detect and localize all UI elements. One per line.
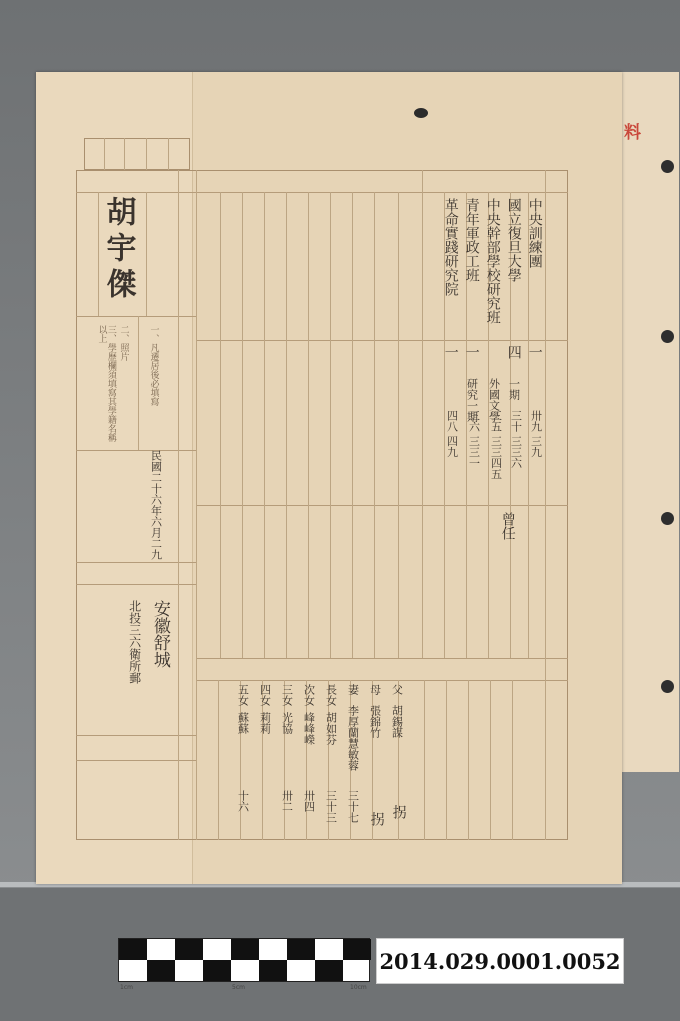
red-stamp-char: 料 [624, 123, 641, 143]
family-relation: 長女 [324, 684, 338, 706]
family-age: 十六 [236, 790, 250, 812]
list-item: 一、凡遷居後必填寫 [148, 325, 159, 406]
school-date: 四八 四九 [445, 410, 459, 458]
list-item: 三、學歷欄須填寫其學籍名稱以上 [96, 325, 116, 442]
family-name: 蘇蘇 [236, 712, 250, 734]
ink-blot [414, 108, 428, 118]
birthplace: 安徽舒城 [149, 600, 170, 668]
family-mark: 拐 [368, 812, 385, 826]
school-entry: 青年軍政工班 [463, 198, 480, 282]
school-entry: 國立復旦大學 [505, 198, 522, 282]
school-years: 一 [463, 345, 480, 359]
school-entry: 中央訓練團 [526, 198, 543, 268]
family-relation: 母 [368, 684, 382, 695]
punch-hole [661, 160, 674, 173]
punch-hole [661, 330, 674, 343]
family-name: 胡如芬 [324, 712, 338, 745]
school-years: 一 [526, 345, 543, 359]
family-mark: 拐 [390, 805, 407, 819]
school-date: 三六 三三一 [467, 410, 481, 469]
family-age: 卅四 [302, 790, 316, 812]
school-entry: 革命實踐研究院 [442, 198, 459, 296]
family-name: 胡錫謀 [390, 705, 404, 738]
family-relation: 五女 [236, 684, 250, 706]
school-note: 一期 [507, 378, 521, 400]
person-name: 胡宇傑 [100, 196, 136, 304]
number-boxes [84, 138, 190, 170]
scale-label: 5cm [232, 984, 245, 991]
punch-hole [661, 512, 674, 525]
memo-note: 曾任 [499, 512, 516, 540]
address: 北投三六衛所郵 [127, 600, 142, 684]
accession-number: 2014.029.0001.0052 [376, 938, 624, 984]
school-years: 一 [442, 345, 459, 359]
family-name: 光協 [280, 712, 294, 734]
family-relation: 三女 [280, 684, 294, 706]
scale-label: 1cm [120, 984, 133, 991]
school-date: 三五 三三四五 [489, 410, 503, 480]
scale-label: 10cm [350, 984, 367, 991]
family-name: 李厚蘭慧敏蓉 [346, 705, 360, 771]
school-years: 四 [505, 345, 522, 359]
list-item: 二、照片 [118, 325, 129, 361]
color-scale [118, 938, 370, 982]
school-note: 研究一期 [465, 378, 479, 422]
family-relation: 次女 [302, 684, 316, 706]
family-age: 三十七 [346, 790, 360, 823]
family-relation: 四女 [258, 684, 272, 706]
family-age: 三十三 [324, 790, 338, 823]
birth-info: 民國二十六年六月二九 [149, 450, 163, 560]
punch-hole [661, 680, 674, 693]
school-note: 外國文學 [487, 378, 501, 422]
school-date: 卅九 三九 [529, 410, 543, 458]
family-name: 峰峰嶸 [302, 712, 316, 745]
family-name: 張錦竹 [368, 705, 382, 738]
family-age: 卅二 [280, 790, 294, 812]
family-relation: 妻 [346, 684, 360, 695]
family-name: 莉莉 [258, 712, 272, 734]
family-relation: 父 [390, 684, 404, 695]
school-entry: 中央幹部學校研究班 [484, 198, 501, 324]
school-date: 三十 三三六 [509, 410, 523, 469]
